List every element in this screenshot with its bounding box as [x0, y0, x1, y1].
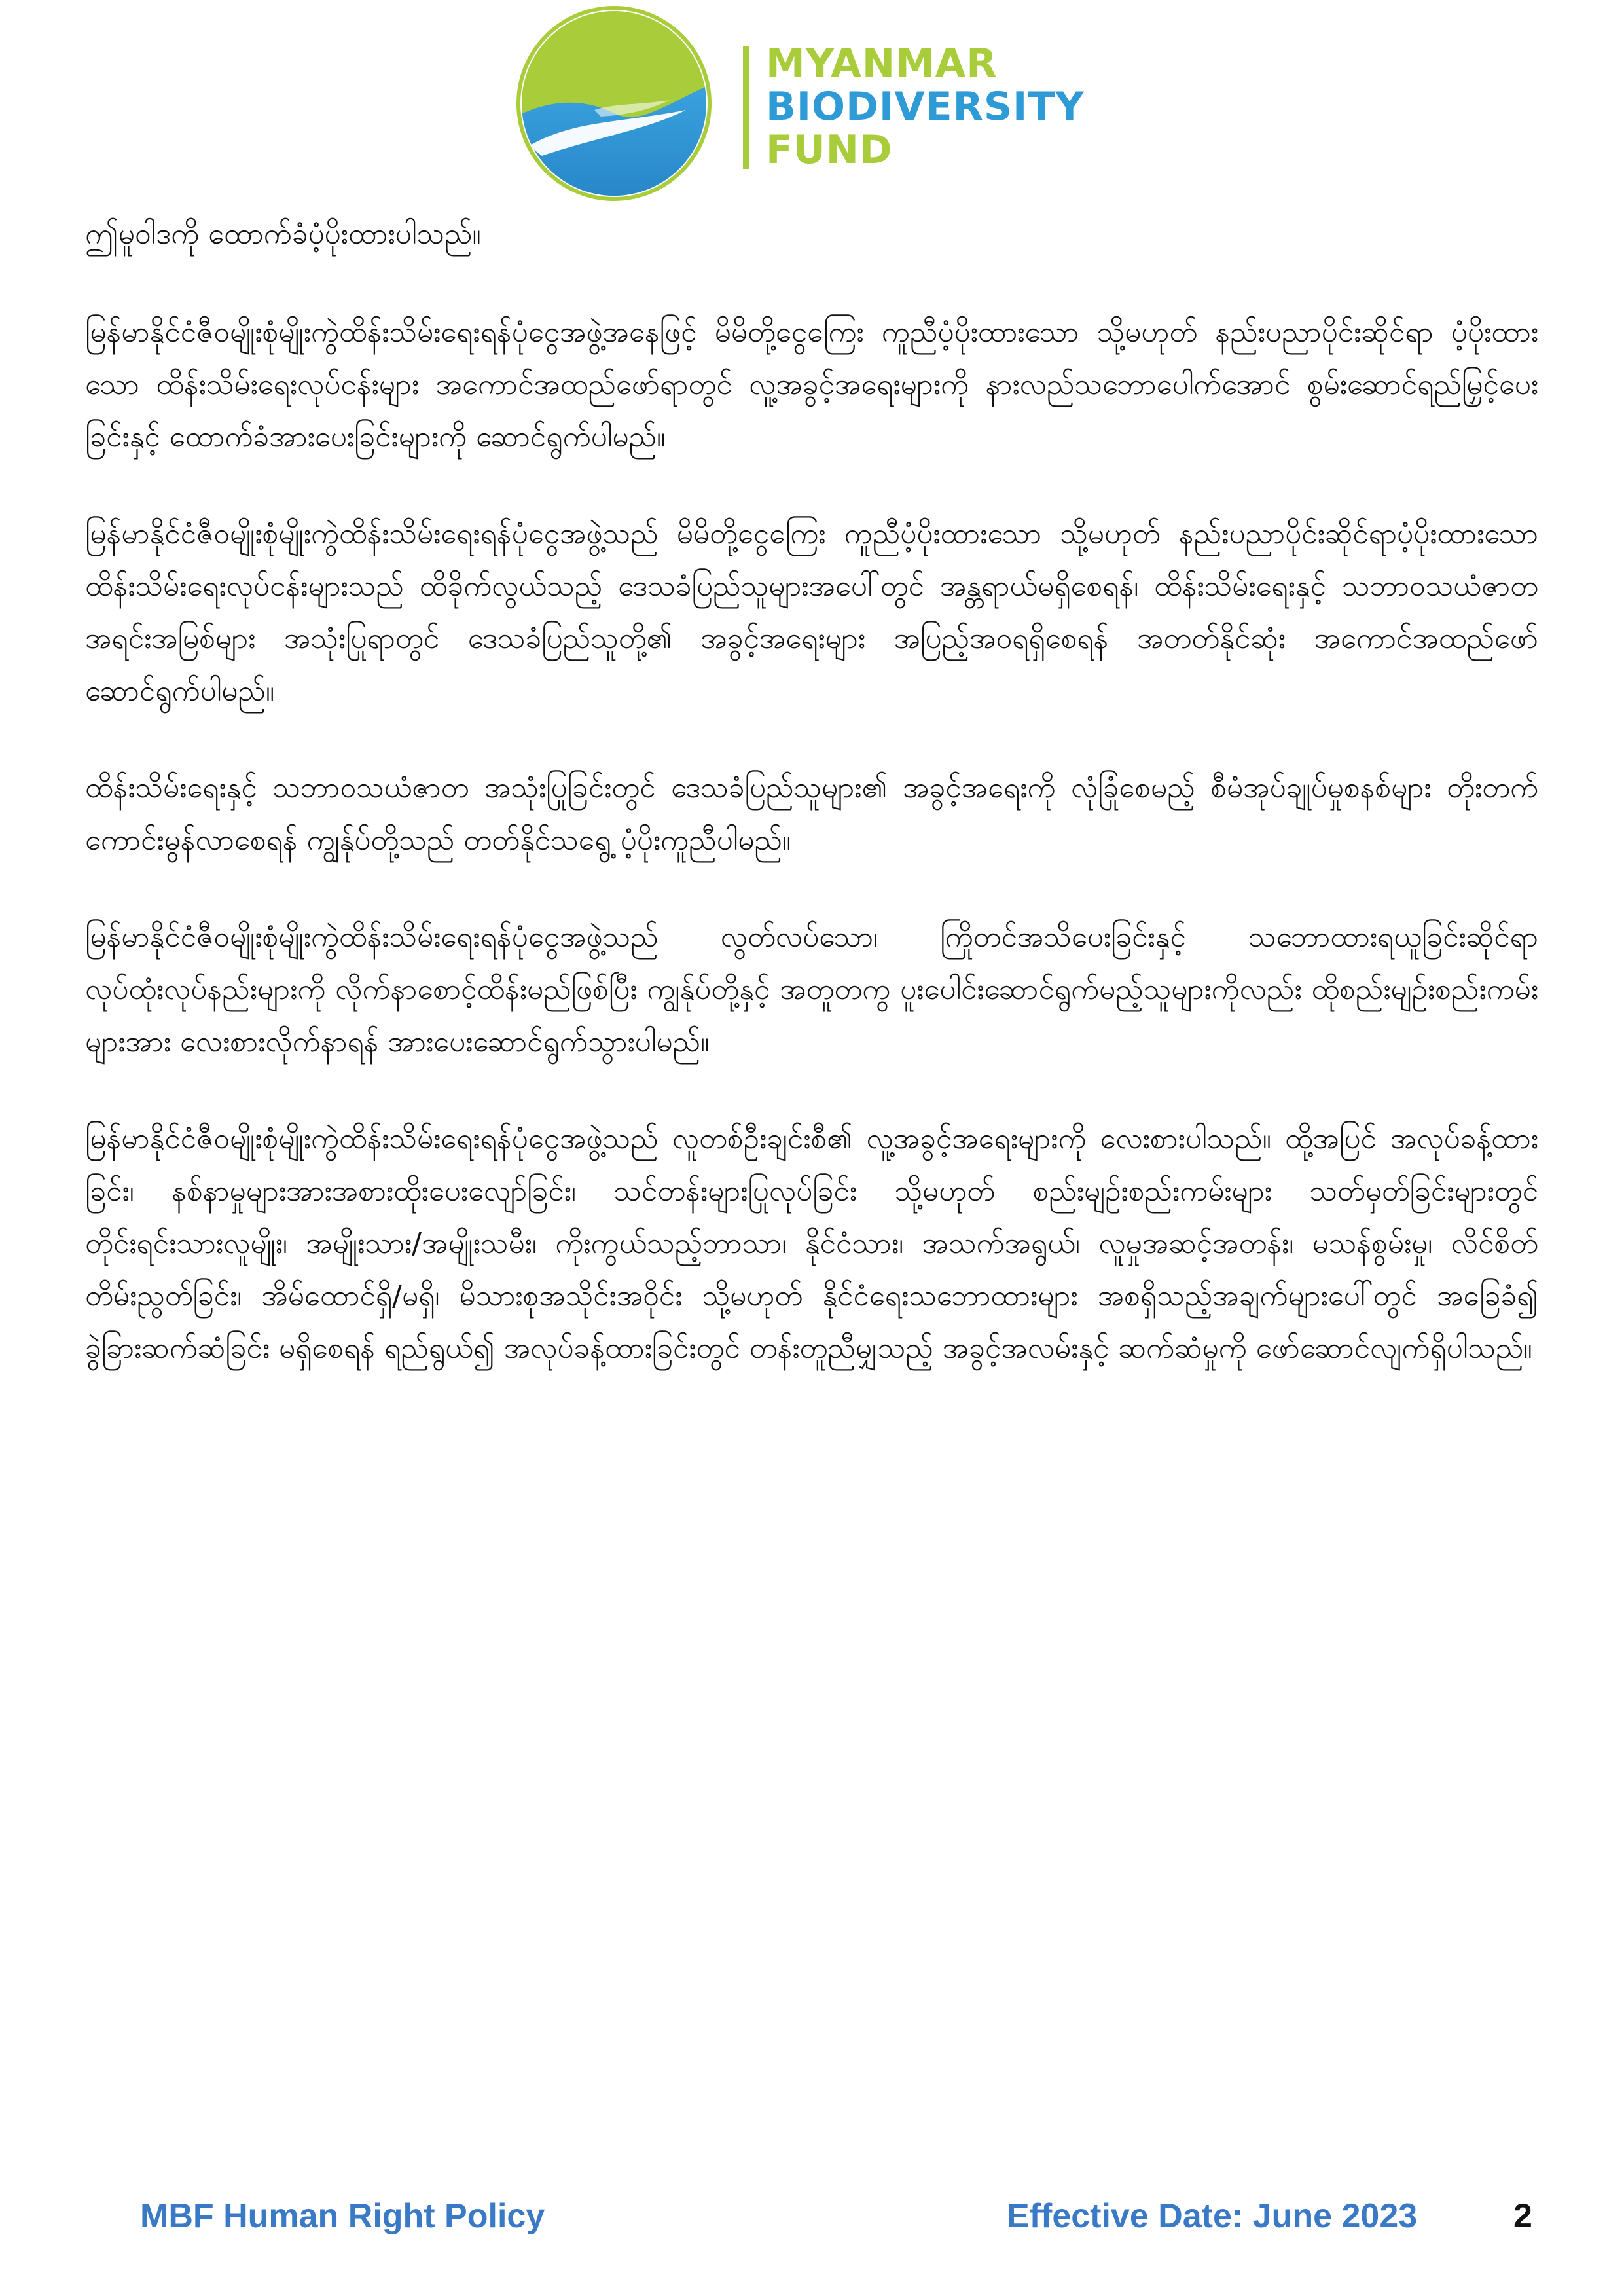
page-footer	[0, 2196, 1624, 2249]
logo-wordmark	[766, 42, 1085, 172]
logo-divider	[743, 46, 749, 169]
paragraph-3: မြန်မာနိုင်ငံဇီဝမျိုးစုံမျိုးကွဲထိန်းသိမ်းရေးရန်ပုံငွေအဖွဲ့သည် မိမိတို့ငွေကြေး ကူညီပံ့ပိုးထားသော သို့မဟုတ် နည်းပညာပိုင်းဆိုင်ရာပံ့ပိုးထားသော ထိန်းသိမ်းရေးလုပ်ငန်းများသည် ထိခိုက်လွယ်သည့် ဒေသခံပြည်သူများအပေါ်တွင် အန္တရာယ်မရှိစေရန်၊ ထိန်းသိမ်းရေးနှင့် သဘာဝသယံဇာတအရင်းအမြစ်များ အသုံးပြုရာတွင် ဒေသခံပြည်သူတို့၏ အခွင့်အရေးများ အပြည့်အဝရရှိစေရန် အတတ်နိုင်ဆုံး အကောင်အထည်ဖော် ဆောင်ရွက်ပါမည်။	[85, 517, 1538, 708]
paragraph-4: ထိန်းသိမ်းရေးနှင့် သဘာဝသယံဇာတ အသုံးပြုခြင်းတွင် ဒေသခံပြည်သူများ၏ အခွင့်အရေးကို လုံခြုံစေမည့် စီမံအုပ်ချုပ်မှုစနစ်များ တိုးတက်ကောင်းမွန်လာစေရန် ကျွန်ုပ်တို့သည် တတ်နိုင်သရွေ့ ပံ့ပိုးကူညီပါမည်။	[85, 771, 1538, 857]
logo-line-biodiversity: BIODIVERSITY	[766, 84, 1085, 130]
logo-line-fund: FUND	[766, 127, 893, 173]
logo-line-myanmar: MYANMAR	[766, 41, 998, 86]
paragraph-6: မြန်မာနိုင်ငံဇီဝမျိုးစုံမျိုးကွဲထိန်းသိမ်းရေးရန်ပုံငွေအဖွဲ့သည် လူတစ်ဦးချင်းစီ၏ လူ့အခွင့်အရေးများကို လေးစားပါသည်။ ထို့အပြင် အလုပ်ခန့်ထားခြင်း၊ နစ်နာမှုများအားအစားထိုးပေးလျော်ခြင်း၊ သင်တန်းများပြုလုပ်ခြင်း သို့မဟုတ် စည်းမျဉ်းစည်းကမ်းများ သတ်မှတ်ခြင်းများတွင် တိုင်းရင်းသားလူမျိုး၊ အမျိုးသား/အမျိုးသမီး၊ ကိုးကွယ်သည့်ဘာသာ၊ နိုင်ငံသား၊ အသက်အရွယ်၊ လူမှုအဆင့်အတန်း၊ မသန်စွမ်းမှု၊ လိင်စိတ်တိမ်းညွတ်ခြင်း၊ အိမ်ထောင်ရှိ/မရှိ၊ မိသားစုအသိုင်းအဝိုင်း သို့မဟုတ် နိုင်ငံရေးသဘောထားများ အစရှိသည့်အချက်များပေါ်တွင် အခြေခံ၍ ခွဲခြားဆက်ဆံခြင်း မရှိစေရန် ရည်ရွယ်၍ အလုပ်ခန့်ထားခြင်းတွင် တန်းတူညီမျှသည့် အခွင့်အလမ်းနှင့် ဆက်ဆံမှုကို ဖော်ဆောင်လျက်ရှိပါသည်။	[85, 1122, 1538, 1365]
paragraph-2: မြန်မာနိုင်ငံဇီဝမျိုးစုံမျိုးကွဲထိန်းသိမ်းရေးရန်ပုံငွေအဖွဲ့အနေဖြင့် မိမိတို့ငွေကြေး ကူညီပံ့ပိုးထားသော သို့မဟုတ် နည်းပညာပိုင်းဆိုင်ရာ ပံ့ပိုးထားသော ထိန်းသိမ်းရေးလုပ်ငန်းများ အကောင်အထည်ဖော်ရာတွင် လူ့အခွင့်အရေးများကို နားလည်သဘောပေါက်အောင် စွမ်းဆောင်ရည်မြှင့်ပေးခြင်းနှင့် ထောက်ခံအားပေးခြင်းများကို ဆောင်ရွက်ပါမည်။	[85, 316, 1538, 454]
paragraph-1: ဤမူဝါဒကို ထောက်ခံပံ့ပိုးထားပါသည်။	[85, 217, 481, 251]
paragraph-5: မြန်မာနိုင်ငံဇီဝမျိုးစုံမျိုးကွဲထိန်းသိမ်းရေးရန်ပုံငွေအဖွဲ့သည် လွတ်လပ်သော၊ ကြိုတင်အသိပေးခြင်းနှင့် သဘောထားရယူခြင်းဆိုင်ရာ လုပ်ထုံးလုပ်နည်းများကို လိုက်နာစောင့်ထိန်းမည်ဖြစ်ပြီး ကျွန်ုပ်တို့နှင့် အတူတကွ ပူးပေါင်းဆောင်ရွက်မည့်သူများကိုလည်း ထိုစည်းမျဉ်းစည်းကမ်းများအား လေးစားလိုက်နာရန် အားပေးဆောင်ရွက်သွားပါမည်။	[85, 920, 1538, 1059]
footer-page-number: 2	[1513, 2197, 1532, 2235]
footer-effective-date: Effective Date: June 2023	[1007, 2197, 1418, 2235]
footer-policy-title: MBF Human Right Policy	[140, 2197, 545, 2235]
policy-body	[85, 208, 1538, 1419]
mbf-logo-emblem-icon	[516, 5, 712, 202]
header-logo	[516, 5, 1144, 202]
